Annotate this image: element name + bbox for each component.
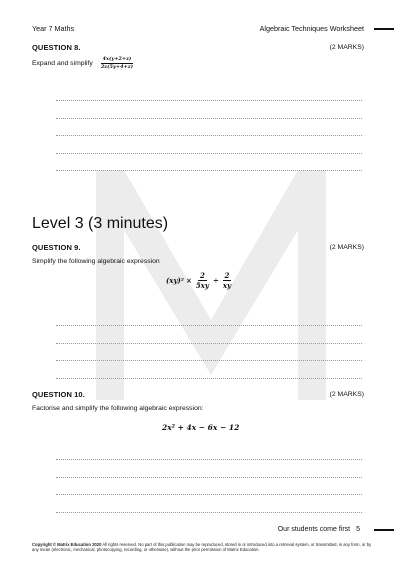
- answer-line[interactable]: [56, 118, 362, 119]
- question-9-prompt: Simplify the following algebraic expression: [32, 258, 160, 265]
- header-subject: Year 7 Maths: [32, 24, 75, 33]
- question-9-marks: (2 MARKS): [329, 244, 364, 251]
- answer-line[interactable]: [56, 153, 362, 154]
- question-10-marks: (2 MARKS): [329, 391, 364, 398]
- answer-line[interactable]: [56, 135, 362, 136]
- copyright-text: All rights reserved. No part of this publication may be reproduced, stored in or introduced into a retrieval system, or transmitted, in any form, or by any mean (electronic, mechanical, photocopying, recording, or otherwise), without the prior permission of Matrix Education.: [32, 542, 372, 553]
- answer-line[interactable]: [56, 477, 362, 478]
- fraction-2-denominator: xy: [222, 281, 232, 290]
- answer-line[interactable]: [56, 494, 362, 495]
- divide-sign: ÷: [212, 276, 219, 285]
- copyright-notice: [32, 542, 372, 553]
- answer-line[interactable]: [56, 378, 362, 379]
- question-10-answer-lines[interactable]: [56, 459, 362, 529]
- question-10-title: QUESTION 10.: [32, 390, 85, 399]
- question-8-denominator: 2z(5y+4+z): [100, 64, 133, 70]
- answer-line[interactable]: [56, 360, 362, 361]
- fraction-2-numerator: 2: [224, 271, 230, 280]
- level-heading: Level 3 (3 minutes): [32, 215, 169, 232]
- question-8-prompt-text: Expand and simplify: [32, 60, 93, 67]
- question-9-answer-lines[interactable]: [56, 325, 362, 395]
- footer-tagline-text: Our students come first: [277, 526, 351, 533]
- fraction-1-denominator: 5xy: [195, 281, 209, 290]
- answer-line[interactable]: [56, 459, 362, 460]
- answer-line[interactable]: [56, 512, 362, 513]
- page-number: 5: [356, 526, 360, 533]
- header-accent-bar: [374, 28, 394, 30]
- question-10-prompt: Factorise and simplify the following algebraic expression:: [32, 405, 204, 412]
- question-8-answer-lines[interactable]: [56, 100, 362, 188]
- question-9-term: (xy)²: [166, 276, 184, 285]
- times-sign: ×: [185, 276, 192, 285]
- copyright-label: Copyright © Matrix Education 2020: [32, 542, 102, 547]
- question-8-numerator: 4x(y+2+z): [102, 56, 132, 62]
- question-8-expression: [99, 57, 135, 70]
- answer-line[interactable]: [56, 325, 362, 326]
- question-9-expression: [166, 272, 233, 289]
- fraction-1-numerator: 2: [199, 271, 205, 280]
- answer-line[interactable]: [56, 100, 362, 101]
- question-9-fraction-1: [194, 272, 211, 289]
- question-8-marks: (2 MARKS): [329, 44, 364, 51]
- answer-line[interactable]: [56, 170, 362, 171]
- question-9-title: QUESTION 9.: [32, 243, 81, 252]
- footer-tagline: [278, 526, 360, 533]
- question-10-expression: 2x² + 4x − 6x − 12: [162, 423, 240, 432]
- question-8-prompt: [32, 57, 135, 70]
- question-9-fraction-2: [221, 272, 233, 289]
- question-8-title: QUESTION 8.: [32, 43, 81, 52]
- footer-accent-bar: [374, 529, 394, 531]
- answer-line[interactable]: [56, 343, 362, 344]
- header-worksheet-title: Algebraic Techniques Worksheet: [259, 24, 364, 33]
